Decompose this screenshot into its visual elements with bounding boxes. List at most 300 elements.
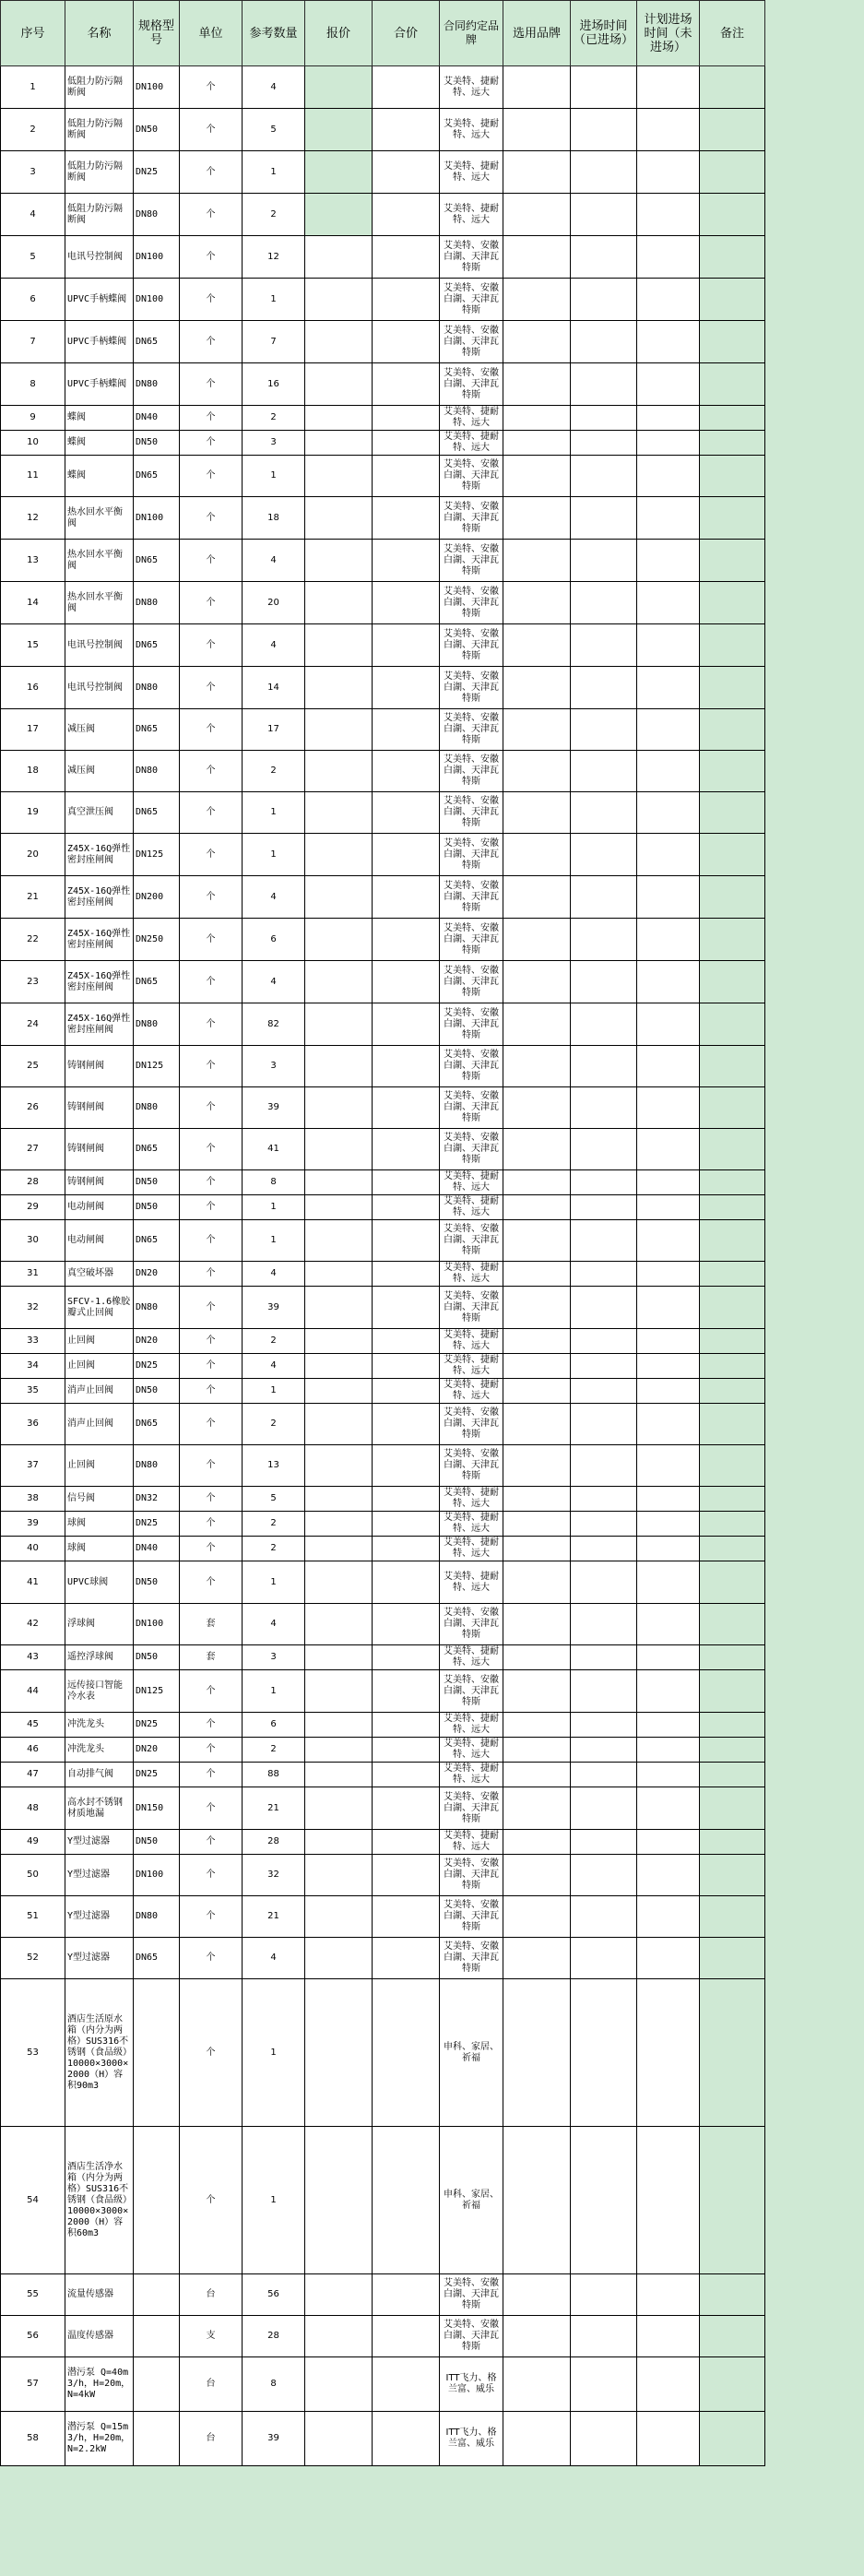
cell-total[interactable] [373,66,440,109]
cell-remark[interactable] [700,194,765,236]
cell-chosen-brand[interactable] [503,109,571,151]
cell-no[interactable]: 18 [1,751,65,792]
cell-remark[interactable] [700,751,765,792]
cell-name[interactable]: 低阻力防污隔断阀 [65,151,134,194]
cell-chosen-brand[interactable] [503,194,571,236]
cell-total[interactable] [373,363,440,406]
cell-entry-plan[interactable] [637,109,700,151]
cell-price[interactable] [305,1262,373,1287]
cell-unit[interactable]: 个 [180,1445,243,1487]
cell-chosen-brand[interactable] [503,1195,571,1220]
cell-unit[interactable]: 个 [180,497,243,540]
cell-total[interactable] [373,151,440,194]
cell-spec[interactable]: DN80 [134,751,180,792]
cell-name[interactable]: 真空泄压阀 [65,792,134,834]
cell-remark[interactable] [700,2412,765,2466]
cell-entry-plan[interactable] [637,1604,700,1645]
cell-price[interactable] [305,66,373,109]
cell-price[interactable] [305,431,373,456]
cell-entry-plan[interactable] [637,1003,700,1046]
cell-entry-plan[interactable] [637,1220,700,1262]
cell-chosen-brand[interactable] [503,1787,571,1830]
cell-entry-done[interactable] [571,1561,637,1604]
cell-remark[interactable] [700,876,765,919]
cell-entry-plan[interactable] [637,1046,700,1087]
cell-contract-brand[interactable]: 艾美特、安徽白湖、天津瓦特斯 [440,1896,503,1938]
cell-no[interactable]: 5 [1,236,65,279]
cell-no[interactable]: 14 [1,582,65,624]
cell-entry-plan[interactable] [637,876,700,919]
cell-name[interactable]: 电讯号控制阀 [65,624,134,667]
cell-entry-done[interactable] [571,109,637,151]
cell-entry-done[interactable] [571,709,637,751]
cell-name[interactable]: Y型过滤器 [65,1830,134,1855]
cell-name[interactable]: Z45X-16Q弹性密封座闸阀 [65,1003,134,1046]
cell-entry-plan[interactable] [637,363,700,406]
cell-contract-brand[interactable]: 艾美特、安徽白湖、天津瓦特斯 [440,1445,503,1487]
cell-unit[interactable]: 个 [180,582,243,624]
cell-no[interactable]: 11 [1,456,65,497]
cell-qty[interactable]: 2 [243,1329,305,1354]
cell-contract-brand[interactable]: 艾美特、安徽白湖、天津瓦特斯 [440,1855,503,1896]
cell-spec[interactable]: DN20 [134,1262,180,1287]
cell-qty[interactable]: 2 [243,406,305,431]
cell-entry-plan[interactable] [637,667,700,709]
cell-total[interactable] [373,1003,440,1046]
cell-entry-plan[interactable] [637,1445,700,1487]
cell-remark[interactable] [700,919,765,961]
cell-spec[interactable]: DN250 [134,919,180,961]
cell-name[interactable]: 止回阀 [65,1329,134,1354]
cell-qty[interactable]: 82 [243,1003,305,1046]
cell-spec[interactable]: DN100 [134,236,180,279]
cell-spec[interactable]: DN80 [134,1087,180,1129]
cell-no[interactable]: 43 [1,1645,65,1670]
cell-unit[interactable]: 个 [180,1938,243,1979]
cell-qty[interactable]: 56 [243,2274,305,2316]
cell-contract-brand[interactable]: 艾美特、捷耐特、远大 [440,1262,503,1287]
cell-name[interactable]: Y型过滤器 [65,1896,134,1938]
cell-spec[interactable]: DN125 [134,1046,180,1087]
cell-entry-plan[interactable] [637,624,700,667]
cell-entry-plan[interactable] [637,1537,700,1561]
cell-entry-plan[interactable] [637,1645,700,1670]
cell-contract-brand[interactable]: 艾美特、捷耐特、远大 [440,1537,503,1561]
cell-remark[interactable] [700,1262,765,1287]
cell-remark[interactable] [700,279,765,321]
cell-qty[interactable]: 2 [243,751,305,792]
cell-no[interactable]: 2 [1,109,65,151]
cell-contract-brand[interactable]: 艾美特、捷耐特、远大 [440,109,503,151]
cell-name[interactable]: 消声止回阀 [65,1404,134,1445]
cell-name[interactable]: 低阻力防污隔断阀 [65,66,134,109]
cell-unit[interactable]: 个 [180,1787,243,1830]
cell-no[interactable]: 42 [1,1604,65,1645]
cell-no[interactable]: 6 [1,279,65,321]
cell-entry-done[interactable] [571,1896,637,1938]
cell-price[interactable] [305,2127,373,2274]
cell-chosen-brand[interactable] [503,1512,571,1537]
cell-spec[interactable]: DN50 [134,1645,180,1670]
cell-qty[interactable]: 2 [243,1404,305,1445]
cell-no[interactable]: 48 [1,1787,65,1830]
cell-no[interactable]: 3 [1,151,65,194]
cell-entry-plan[interactable] [637,1670,700,1713]
cell-remark[interactable] [700,1046,765,1087]
cell-contract-brand[interactable]: 艾美特、捷耐特、远大 [440,1713,503,1738]
cell-remark[interactable] [700,2127,765,2274]
cell-total[interactable] [373,2274,440,2316]
cell-unit[interactable]: 个 [180,1220,243,1262]
cell-spec[interactable]: DN100 [134,497,180,540]
cell-contract-brand[interactable]: 艾美特、捷耐特、远大 [440,1170,503,1195]
cell-no[interactable]: 9 [1,406,65,431]
cell-total[interactable] [373,1537,440,1561]
cell-price[interactable] [305,1738,373,1763]
cell-entry-plan[interactable] [637,1087,700,1129]
cell-chosen-brand[interactable] [503,1087,571,1129]
cell-entry-plan[interactable] [637,1404,700,1445]
cell-spec[interactable] [134,2316,180,2357]
cell-entry-plan[interactable] [637,1787,700,1830]
cell-contract-brand[interactable]: 艾美特、安徽白湖、天津瓦特斯 [440,961,503,1003]
cell-entry-plan[interactable] [637,1713,700,1738]
cell-no[interactable]: 7 [1,321,65,363]
cell-remark[interactable] [700,321,765,363]
cell-spec[interactable]: DN25 [134,1512,180,1537]
cell-chosen-brand[interactable] [503,1855,571,1896]
cell-entry-plan[interactable] [637,2316,700,2357]
cell-entry-plan[interactable] [637,1354,700,1379]
cell-spec[interactable]: DN100 [134,279,180,321]
cell-entry-plan[interactable] [637,151,700,194]
cell-spec[interactable]: DN80 [134,1287,180,1329]
cell-unit[interactable]: 个 [180,1087,243,1129]
cell-no[interactable]: 15 [1,624,65,667]
cell-entry-plan[interactable] [637,2357,700,2412]
cell-remark[interactable] [700,363,765,406]
cell-entry-plan[interactable] [637,961,700,1003]
cell-name[interactable]: 热水回水平衡阀 [65,497,134,540]
cell-name[interactable]: 酒店生活原水箱（内分为两格）SUS316不锈钢（食品级）10000×3000×2000（H）容积90m3 [65,1979,134,2127]
cell-price[interactable] [305,1220,373,1262]
cell-price[interactable] [305,624,373,667]
cell-unit[interactable]: 个 [180,961,243,1003]
cell-unit[interactable]: 个 [180,1046,243,1087]
cell-price[interactable] [305,1404,373,1445]
cell-remark[interactable] [700,1195,765,1220]
cell-entry-done[interactable] [571,321,637,363]
cell-entry-done[interactable] [571,540,637,582]
cell-entry-done[interactable] [571,876,637,919]
cell-contract-brand[interactable]: 艾美特、捷耐特、远大 [440,1561,503,1604]
cell-unit[interactable]: 个 [180,834,243,876]
cell-name[interactable]: 浮球阀 [65,1604,134,1645]
cell-remark[interactable] [700,624,765,667]
cell-chosen-brand[interactable] [503,363,571,406]
cell-spec[interactable]: DN80 [134,667,180,709]
cell-qty[interactable]: 1 [243,1379,305,1404]
cell-spec[interactable] [134,2127,180,2274]
cell-spec[interactable]: DN80 [134,1445,180,1487]
cell-no[interactable]: 49 [1,1830,65,1855]
cell-total[interactable] [373,919,440,961]
cell-total[interactable] [373,2412,440,2466]
cell-qty[interactable]: 4 [243,1938,305,1979]
cell-entry-plan[interactable] [637,1855,700,1896]
cell-no[interactable]: 34 [1,1354,65,1379]
cell-chosen-brand[interactable] [503,2357,571,2412]
cell-entry-done[interactable] [571,1404,637,1445]
cell-qty[interactable]: 4 [243,624,305,667]
cell-entry-plan[interactable] [637,1287,700,1329]
cell-remark[interactable] [700,1170,765,1195]
cell-unit[interactable]: 个 [180,151,243,194]
cell-entry-plan[interactable] [637,709,700,751]
cell-total[interactable] [373,194,440,236]
cell-no[interactable]: 55 [1,2274,65,2316]
cell-spec[interactable]: DN50 [134,1170,180,1195]
cell-spec[interactable]: DN20 [134,1329,180,1354]
cell-unit[interactable]: 个 [180,236,243,279]
cell-price[interactable] [305,2412,373,2466]
header-unit[interactable]: 单位 [180,1,243,66]
cell-name[interactable]: Y型过滤器 [65,1938,134,1979]
cell-entry-plan[interactable] [637,1195,700,1220]
cell-remark[interactable] [700,1329,765,1354]
cell-entry-done[interactable] [571,1262,637,1287]
cell-qty[interactable]: 3 [243,1645,305,1670]
cell-name[interactable]: 电讯号控制阀 [65,667,134,709]
cell-contract-brand[interactable]: 艾美特、安徽白湖、天津瓦特斯 [440,279,503,321]
cell-name[interactable]: UPVC球阀 [65,1561,134,1604]
cell-chosen-brand[interactable] [503,279,571,321]
cell-unit[interactable]: 个 [180,667,243,709]
cell-qty[interactable]: 2 [243,1537,305,1561]
cell-unit[interactable]: 个 [180,1195,243,1220]
cell-remark[interactable] [700,151,765,194]
cell-entry-plan[interactable] [637,1379,700,1404]
cell-no[interactable]: 35 [1,1379,65,1404]
cell-name[interactable]: UPVC手柄蝶阀 [65,321,134,363]
cell-no[interactable]: 37 [1,1445,65,1487]
cell-entry-done[interactable] [571,1938,637,1979]
cell-spec[interactable]: DN65 [134,540,180,582]
cell-contract-brand[interactable]: 艾美特、捷耐特、远大 [440,1738,503,1763]
cell-unit[interactable]: 台 [180,2274,243,2316]
cell-no[interactable]: 4 [1,194,65,236]
cell-contract-brand[interactable]: 艾美特、安徽白湖、天津瓦特斯 [440,919,503,961]
cell-contract-brand[interactable]: 艾美特、捷耐特、远大 [440,1645,503,1670]
cell-name[interactable]: Z45X-16Q弹性密封座闸阀 [65,961,134,1003]
cell-price[interactable] [305,279,373,321]
cell-contract-brand[interactable]: 申科、家居、祈福 [440,1979,503,2127]
cell-spec[interactable]: DN25 [134,1763,180,1787]
cell-remark[interactable] [700,1220,765,1262]
cell-no[interactable]: 8 [1,363,65,406]
cell-price[interactable] [305,876,373,919]
cell-entry-plan[interactable] [637,1329,700,1354]
cell-remark[interactable] [700,1787,765,1830]
cell-unit[interactable]: 个 [180,1404,243,1445]
cell-price[interactable] [305,151,373,194]
cell-name[interactable]: 减压阀 [65,709,134,751]
cell-name[interactable]: 止回阀 [65,1445,134,1487]
cell-entry-done[interactable] [571,2357,637,2412]
cell-qty[interactable]: 18 [243,497,305,540]
cell-contract-brand[interactable]: 艾美特、捷耐特、远大 [440,151,503,194]
cell-price[interactable] [305,919,373,961]
cell-price[interactable] [305,363,373,406]
cell-entry-plan[interactable] [637,431,700,456]
header-spec[interactable]: 规格型号 [134,1,180,66]
cell-price[interactable] [305,709,373,751]
cell-entry-done[interactable] [571,792,637,834]
cell-spec[interactable]: DN65 [134,709,180,751]
cell-entry-done[interactable] [571,1738,637,1763]
header-chosen-brand[interactable]: 选用品牌 [503,1,571,66]
cell-entry-done[interactable] [571,406,637,431]
cell-qty[interactable]: 1 [243,1220,305,1262]
cell-entry-done[interactable] [571,1220,637,1262]
cell-spec[interactable]: DN50 [134,1561,180,1604]
cell-spec[interactable]: DN32 [134,1487,180,1512]
cell-contract-brand[interactable]: 艾美特、捷耐特、远大 [440,1512,503,1537]
cell-contract-brand[interactable]: 艾美特、安徽白湖、天津瓦特斯 [440,1604,503,1645]
cell-entry-done[interactable] [571,751,637,792]
cell-total[interactable] [373,751,440,792]
cell-contract-brand[interactable]: 艾美特、安徽白湖、天津瓦特斯 [440,1938,503,1979]
cell-chosen-brand[interactable] [503,1645,571,1670]
cell-entry-done[interactable] [571,194,637,236]
cell-contract-brand[interactable]: 艾美特、捷耐特、远大 [440,1329,503,1354]
cell-spec[interactable]: DN65 [134,1220,180,1262]
header-total[interactable]: 合价 [373,1,440,66]
cell-qty[interactable]: 1 [243,834,305,876]
cell-entry-done[interactable] [571,1713,637,1738]
cell-contract-brand[interactable]: 艾美特、捷耐特、远大 [440,1487,503,1512]
cell-chosen-brand[interactable] [503,1938,571,1979]
cell-unit[interactable]: 个 [180,431,243,456]
cell-entry-done[interactable] [571,582,637,624]
cell-no[interactable]: 16 [1,667,65,709]
cell-total[interactable] [373,1220,440,1262]
cell-unit[interactable]: 个 [180,792,243,834]
cell-unit[interactable]: 个 [180,1129,243,1170]
cell-qty[interactable]: 21 [243,1896,305,1938]
cell-spec[interactable]: DN125 [134,834,180,876]
cell-unit[interactable]: 个 [180,406,243,431]
cell-total[interactable] [373,582,440,624]
cell-entry-done[interactable] [571,961,637,1003]
cell-name[interactable]: Z45X-16Q弹性密封座闸阀 [65,876,134,919]
cell-name[interactable]: 低阻力防污隔断阀 [65,194,134,236]
cell-unit[interactable]: 个 [180,1670,243,1713]
cell-remark[interactable] [700,1979,765,2127]
cell-unit[interactable]: 个 [180,1738,243,1763]
cell-entry-plan[interactable] [637,194,700,236]
cell-price[interactable] [305,406,373,431]
cell-price[interactable] [305,194,373,236]
cell-total[interactable] [373,1830,440,1855]
cell-total[interactable] [373,1738,440,1763]
cell-name[interactable]: 温度传感器 [65,2316,134,2357]
cell-chosen-brand[interactable] [503,1670,571,1713]
header-entry-done[interactable]: 进场时间（已进场） [571,1,637,66]
cell-name[interactable]: 流量传感器 [65,2274,134,2316]
cell-chosen-brand[interactable] [503,151,571,194]
cell-contract-brand[interactable]: 艾美特、安徽白湖、天津瓦特斯 [440,1404,503,1445]
cell-spec[interactable]: DN80 [134,1896,180,1938]
cell-spec[interactable]: DN100 [134,1604,180,1645]
cell-price[interactable] [305,1896,373,1938]
cell-name[interactable]: 热水回水平衡阀 [65,582,134,624]
cell-price[interactable] [305,1979,373,2127]
cell-name[interactable]: 铸钢闸阀 [65,1046,134,1087]
cell-name[interactable]: 低阻力防污隔断阀 [65,109,134,151]
cell-entry-done[interactable] [571,236,637,279]
cell-total[interactable] [373,1195,440,1220]
cell-chosen-brand[interactable] [503,1379,571,1404]
cell-spec[interactable] [134,2274,180,2316]
header-entry-plan[interactable]: 计划进场时间（未进场） [637,1,700,66]
cell-unit[interactable]: 个 [180,279,243,321]
cell-price[interactable] [305,667,373,709]
cell-entry-done[interactable] [571,1129,637,1170]
cell-qty[interactable]: 8 [243,2357,305,2412]
cell-no[interactable]: 56 [1,2316,65,2357]
cell-chosen-brand[interactable] [503,1604,571,1645]
cell-price[interactable] [305,1713,373,1738]
cell-name[interactable]: 高水封不锈钢材质地漏 [65,1787,134,1830]
cell-price[interactable] [305,1645,373,1670]
cell-spec[interactable]: DN65 [134,961,180,1003]
cell-price[interactable] [305,1287,373,1329]
cell-qty[interactable]: 13 [243,1445,305,1487]
cell-entry-plan[interactable] [637,1170,700,1195]
cell-entry-done[interactable] [571,2127,637,2274]
cell-chosen-brand[interactable] [503,1170,571,1195]
cell-name[interactable]: 蝶阀 [65,406,134,431]
cell-chosen-brand[interactable] [503,1046,571,1087]
cell-price[interactable] [305,582,373,624]
cell-contract-brand[interactable]: 艾美特、捷耐特、远大 [440,431,503,456]
cell-price[interactable] [305,321,373,363]
cell-qty[interactable]: 7 [243,321,305,363]
cell-entry-done[interactable] [571,2316,637,2357]
cell-remark[interactable] [700,1896,765,1938]
cell-total[interactable] [373,1713,440,1738]
cell-unit[interactable]: 个 [180,624,243,667]
cell-contract-brand[interactable]: 艾美特、安徽白湖、天津瓦特斯 [440,2274,503,2316]
cell-chosen-brand[interactable] [503,1404,571,1445]
cell-total[interactable] [373,1379,440,1404]
cell-total[interactable] [373,456,440,497]
cell-no[interactable]: 50 [1,1855,65,1896]
cell-price[interactable] [305,834,373,876]
cell-qty[interactable]: 21 [243,1787,305,1830]
cell-spec[interactable]: DN150 [134,1787,180,1830]
cell-unit[interactable]: 个 [180,363,243,406]
cell-remark[interactable] [700,109,765,151]
cell-contract-brand[interactable]: 艾美特、安徽白湖、天津瓦特斯 [440,876,503,919]
cell-entry-done[interactable] [571,1487,637,1512]
cell-chosen-brand[interactable] [503,1830,571,1855]
cell-entry-done[interactable] [571,1354,637,1379]
cell-contract-brand[interactable]: 艾美特、安徽白湖、天津瓦特斯 [440,751,503,792]
cell-entry-done[interactable] [571,1979,637,2127]
cell-remark[interactable] [700,2274,765,2316]
